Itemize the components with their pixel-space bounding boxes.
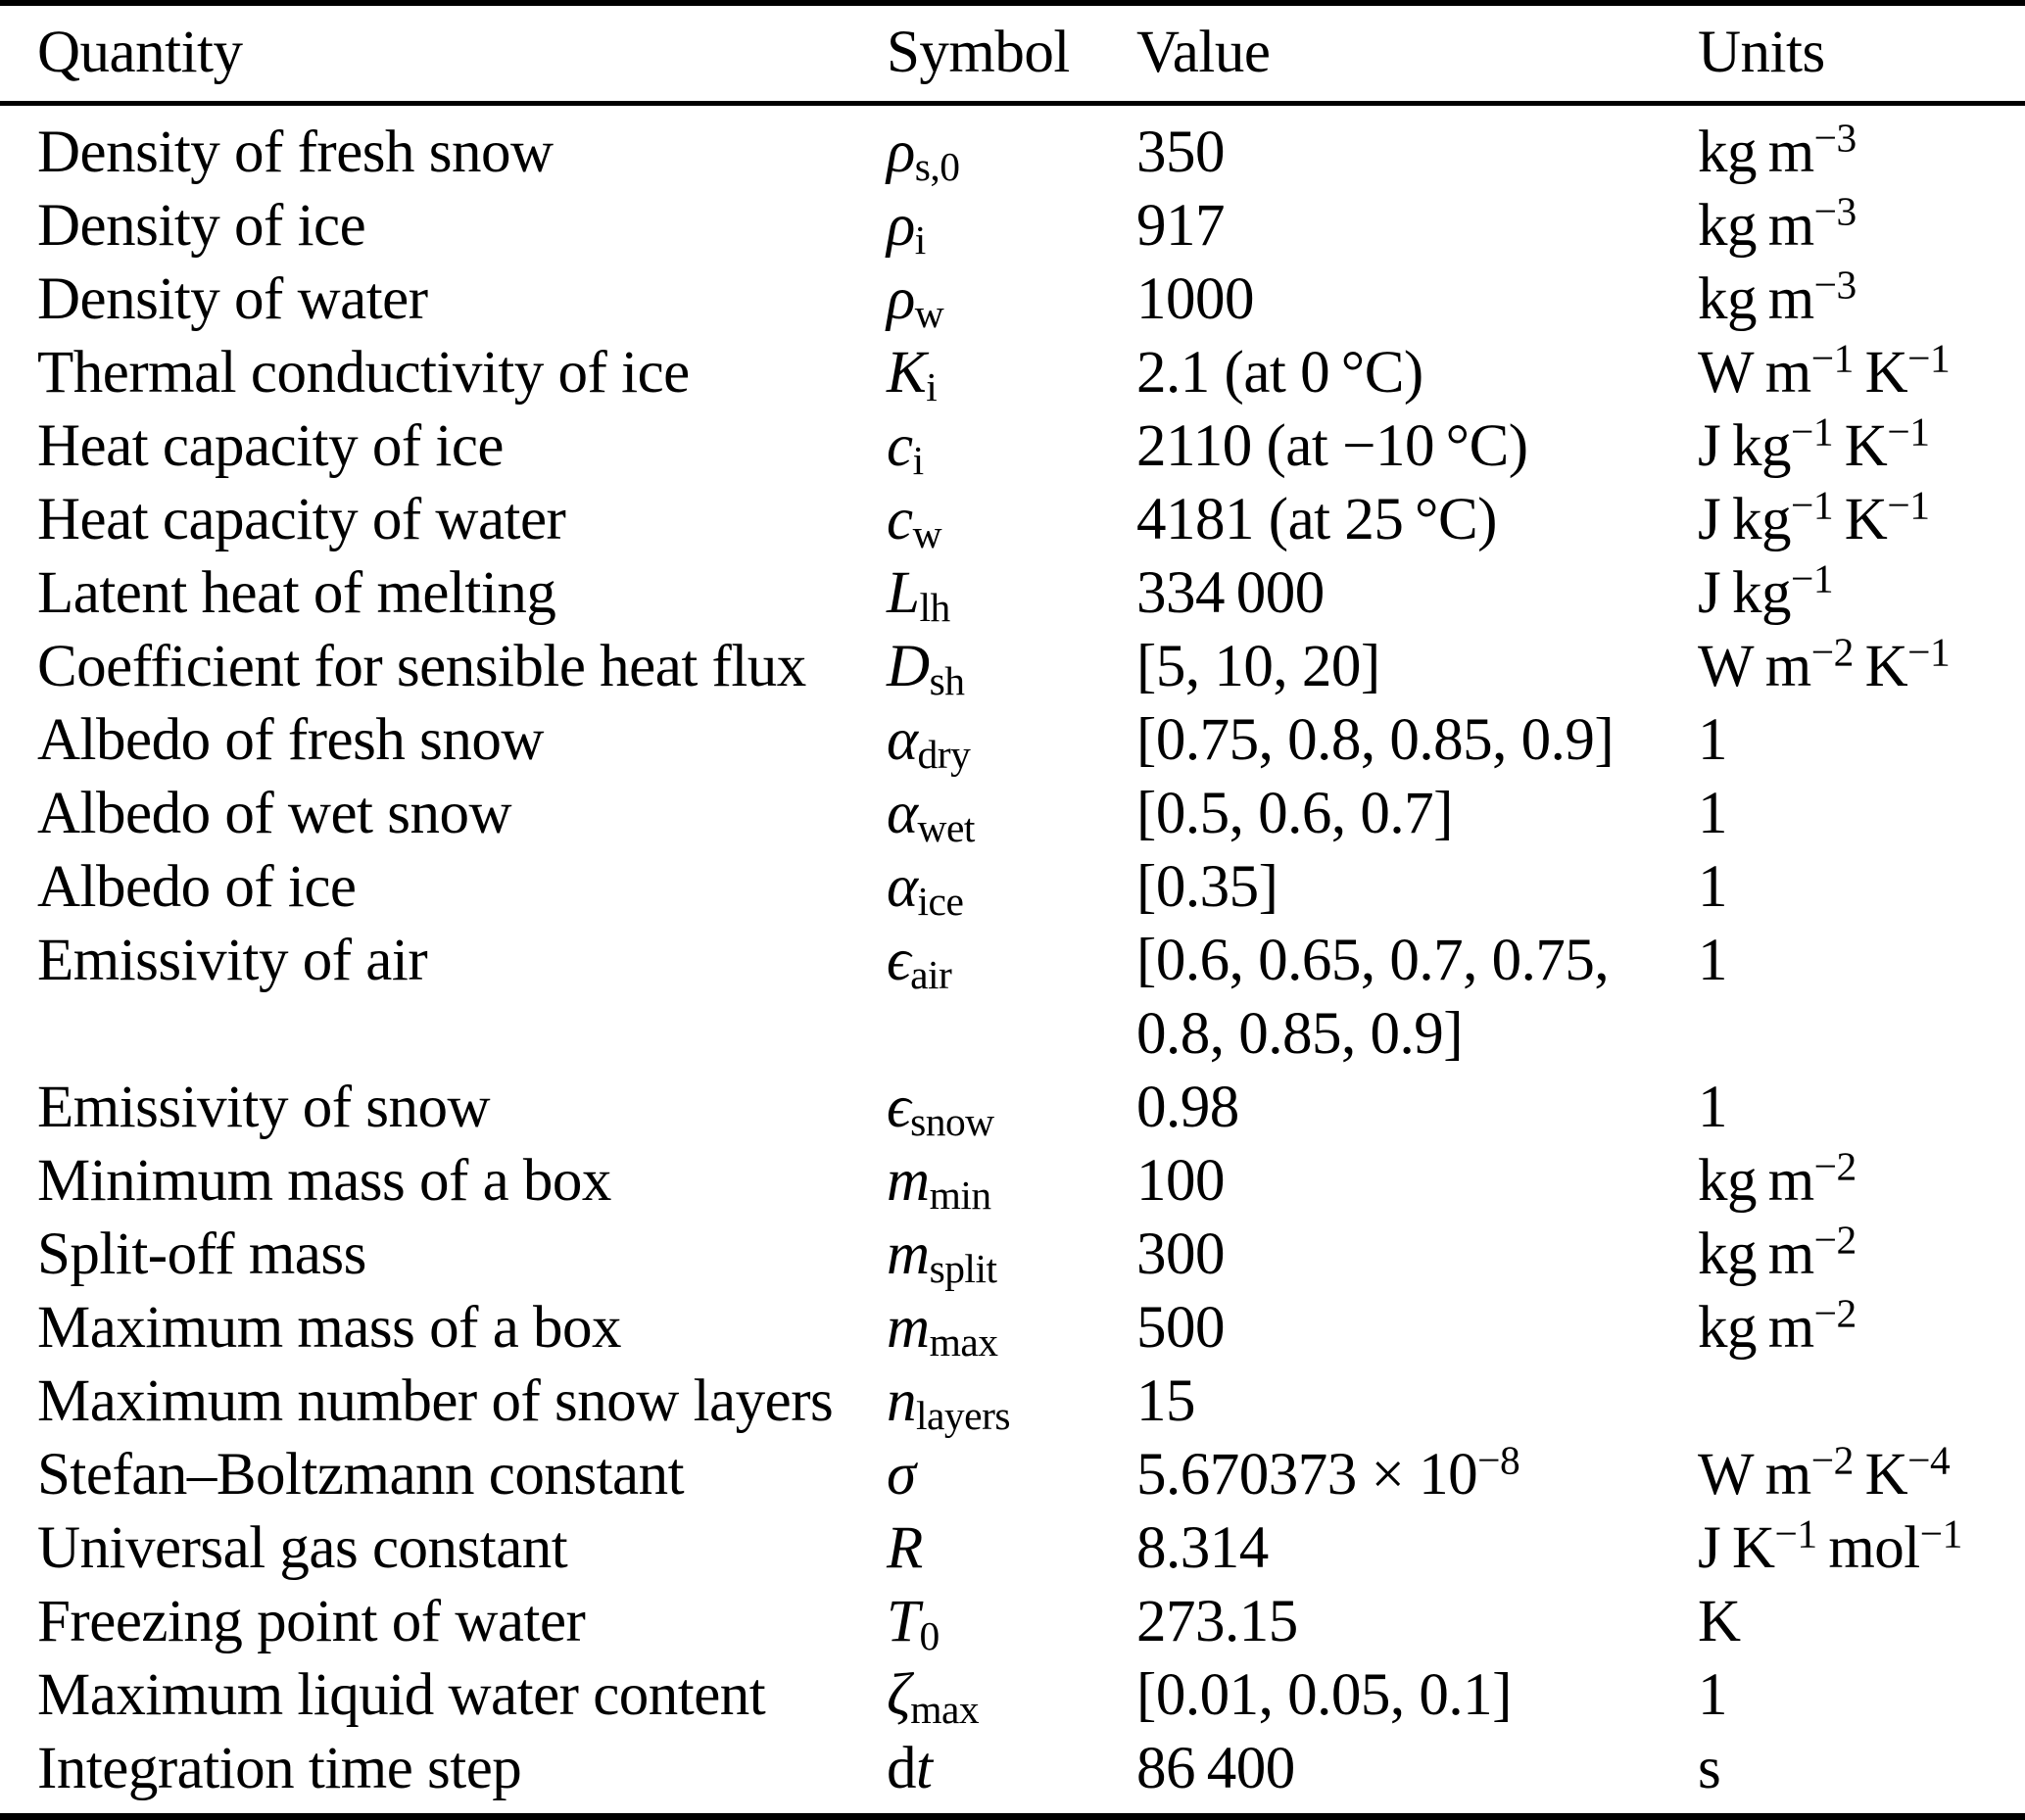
value-cell: 917: [1136, 193, 1225, 259]
value-cell: 100: [1136, 1148, 1225, 1214]
units-cell: J $kg^{-1}$: [1698, 555, 1834, 626]
quantity-cell: Maximum liquid water content: [37, 1662, 766, 1728]
table-row: [0, 777, 2025, 850]
symbol-cell: $\alpha_{wet}$: [887, 781, 975, 851]
units-cell: s: [1698, 1736, 1721, 1801]
value-cell: 86 400: [1136, 1736, 1295, 1801]
value-cell: 300: [1136, 1221, 1225, 1287]
units-cell: 1: [1698, 781, 1727, 846]
quantity-cell: Heat capacity of water: [37, 487, 566, 552]
symbol-cell: $\rho_w$: [887, 266, 944, 337]
symbol-cell: $\alpha_{ice}$: [887, 854, 964, 925]
quantity-cell: Heat capacity of ice: [37, 413, 505, 479]
symbol-cell: $L_{lh}$: [887, 560, 950, 631]
units-cell: J $kg^{-1}$ $K^{-1}$: [1698, 482, 1930, 552]
value-cell: 1000: [1136, 266, 1254, 332]
quantity-cell: Maximum number of snow layers: [37, 1368, 834, 1434]
units-cell: W $m^{-2}$ $K^{-4}$: [1698, 1437, 1951, 1508]
symbol-cell: $D_{sh}$: [887, 634, 965, 704]
table-row: [0, 924, 2025, 1071]
value-cell: [5, 10, 20]: [1136, 634, 1380, 699]
quantity-cell: Latent heat of melting: [37, 560, 556, 626]
units-cell: [1698, 1365, 2025, 1438]
table-row: [0, 1291, 2025, 1365]
symbol-cell: $c_w$: [887, 487, 942, 557]
units-cell: 1: [1698, 707, 1727, 773]
table-row: [0, 1658, 2025, 1732]
value-cell: [0.6, 0.65, 0.7, 0.75, 0.8, 0.85, 0.9]: [1136, 928, 1610, 1067]
symbol-cell: $\rho_i$: [887, 193, 926, 263]
table-row: [0, 850, 2025, 924]
quantity-cell: Coefficient for sensible heat flux: [37, 634, 806, 699]
table-row: [0, 104, 2025, 190]
quantity-cell: Freezing point of water: [37, 1589, 586, 1654]
table-row: [0, 1438, 2025, 1511]
col-header-symbol: Symbol: [887, 3, 1136, 104]
symbol-cell: $\zeta_{max}$: [887, 1662, 980, 1733]
symbol-cell: $K_i$: [887, 340, 938, 410]
value-cell: [0.5, 0.6, 0.7]: [1136, 781, 1453, 846]
units-cell: J $kg^{-1}$ $K^{-1}$: [1698, 408, 1930, 479]
table-row: [0, 1071, 2025, 1144]
table-row: [0, 409, 2025, 483]
units-cell: kg $m^{-2}$: [1698, 1217, 1856, 1287]
quantity-cell: Emissivity of snow: [37, 1075, 491, 1140]
symbol-cell: $T_0$: [887, 1589, 940, 1659]
table-row: [0, 1511, 2025, 1585]
value-cell: 334 000: [1136, 560, 1325, 626]
symbol-cell: $m_{min}$: [887, 1148, 991, 1219]
units-cell: W $m^{-1}$ $K^{-1}$: [1698, 335, 1951, 406]
col-header-quantity: Quantity: [0, 3, 887, 104]
table-row: [0, 630, 2025, 703]
quantity-cell: Albedo of ice: [37, 854, 357, 920]
quantity-cell: Albedo of fresh snow: [37, 707, 544, 773]
table-row: [0, 483, 2025, 556]
quantity-cell: Stefan–Boltzmann constant: [37, 1442, 685, 1508]
table-body: [0, 104, 2025, 1818]
units-cell: 1: [1698, 854, 1727, 920]
units-cell: 1: [1698, 928, 1727, 993]
symbol-cell: $\alpha_{dry}$: [887, 707, 971, 778]
quantity-cell: Density of water: [37, 266, 428, 332]
value-cell: [0.35]: [1136, 854, 1278, 920]
symbol-cell: σ: [887, 1442, 916, 1508]
symbol-cell: $n_{layers}$: [887, 1368, 1011, 1439]
symbol-cell: $m_{max}$: [887, 1295, 998, 1365]
quantity-cell: Emissivity of air: [37, 928, 428, 993]
value-cell: 0.98: [1136, 1075, 1239, 1140]
symbol-cell: $c_i$: [887, 413, 924, 484]
quantity-cell: Maximum mass of a box: [37, 1295, 622, 1361]
quantity-cell: Thermal conductivity of ice: [37, 340, 690, 406]
table-row: [0, 1732, 2025, 1817]
units-cell: 1: [1698, 1075, 1727, 1140]
table-row: [0, 1144, 2025, 1218]
units-cell: kg $m^{-3}$: [1698, 188, 1856, 259]
quantity-cell: Split-off mass: [37, 1221, 366, 1287]
symbol-cell: $\epsilon_{snow}$: [887, 1075, 994, 1145]
value-cell: 2110 (at −10 °C): [1136, 413, 1528, 479]
units-cell: W $m^{-2}$ $K^{-1}$: [1698, 629, 1951, 699]
quantity-cell: Universal gas constant: [37, 1515, 568, 1581]
symbol-cell: R: [887, 1515, 923, 1581]
col-header-value: Value: [1136, 3, 1698, 104]
value-cell: 15: [1136, 1368, 1195, 1434]
table-header: [0, 3, 2025, 104]
value-cell: 273.15: [1136, 1589, 1298, 1654]
value-cell: [0.01, 0.05, 0.1]: [1136, 1662, 1512, 1728]
table-row: [0, 1365, 2025, 1438]
table-row: [0, 336, 2025, 409]
quantity-cell: Albedo of wet snow: [37, 781, 512, 846]
quantity-cell: Minimum mass of a box: [37, 1148, 611, 1214]
col-header-units: Units: [1698, 3, 2025, 104]
table-row: [0, 1218, 2025, 1291]
units-cell: K: [1698, 1589, 1741, 1654]
quantity-cell: Density of ice: [37, 193, 366, 259]
table-row: [0, 1585, 2025, 1658]
table-row: [0, 189, 2025, 263]
units-cell: kg $m^{-2}$: [1698, 1143, 1856, 1214]
quantity-cell: Density of fresh snow: [37, 120, 554, 185]
table-row: [0, 263, 2025, 336]
value-cell: 2.1 (at 0 °C): [1136, 340, 1423, 406]
symbol-cell: $\epsilon_{air}$: [887, 928, 952, 998]
value-cell: 350: [1136, 120, 1225, 185]
value-cell: $5.670373 \times 10^{-8}$: [1136, 1437, 1520, 1508]
value-cell: 500: [1136, 1295, 1225, 1361]
symbol-cell: $\rho_{s,0}$: [887, 120, 960, 190]
quantity-cell: Integration time step: [37, 1736, 522, 1801]
symbol-cell: dt: [887, 1736, 933, 1801]
symbol-cell: $m_{split}$: [887, 1221, 997, 1292]
units-cell: kg $m^{-3}$: [1698, 262, 1856, 332]
value-cell: [0.75, 0.8, 0.85, 0.9]: [1136, 707, 1615, 773]
units-cell: 1: [1698, 1662, 1727, 1728]
table-row: [0, 703, 2025, 777]
units-cell: J $K^{-1}$ mol$^{-1}$: [1698, 1510, 1962, 1581]
header-row: [0, 3, 2025, 104]
units-cell: kg $m^{-2}$: [1698, 1290, 1856, 1361]
value-cell: 8.314: [1136, 1515, 1269, 1581]
units-cell: kg $m^{-3}$: [1698, 115, 1856, 185]
table-row: [0, 556, 2025, 630]
value-cell: 4181 (at 25 °C): [1136, 487, 1497, 552]
